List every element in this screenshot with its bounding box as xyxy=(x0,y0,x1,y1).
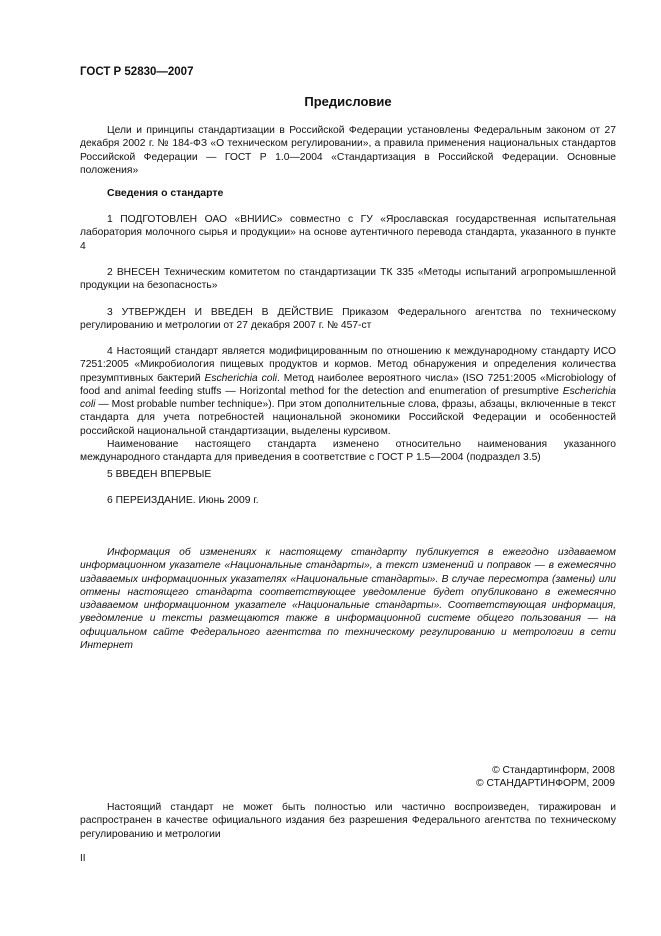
item-5 xyxy=(80,468,616,481)
item-1-text: 1 ПОДГОТОВЛЕН ОАО «ВНИИС» совместно с ГУ «Ярославская государственная испытательная лаборатория молочного сырья и продукции» на основе аутентичного перевода стандарта, указанного в пункте 4 xyxy=(80,214,616,252)
copyright-line-1: © Стандартинформ, 2008 xyxy=(492,765,615,776)
page-title: Предисловие xyxy=(304,94,392,109)
species-name-2: Escherichia coli xyxy=(80,385,616,411)
item-4-text xyxy=(80,345,616,438)
item-3 xyxy=(80,306,616,333)
item-2 xyxy=(80,266,616,293)
item-4 xyxy=(80,345,616,465)
intro-paragraph xyxy=(80,124,616,177)
copyright-block xyxy=(476,764,615,790)
species-name-1: Escherichia coli xyxy=(204,372,278,384)
item-6-text: 6 ПЕРЕИЗДАНИЕ. Июнь 2009 г. xyxy=(107,495,259,506)
notice-text: Информация об изменениях к настоящему стандарту публикуется в ежегодно издаваемом информационном указателе «Национальные стандарты», а текст изменений и поправок — в ежемесячно издаваемых информационных указателях «Национальные стандарты». В случае пересмотра (замены) или отмены настоящего стандарта соответствующее уведомление будет опубликовано в ежемесячно издаваемом информационном указателе «Национальные стандарты». Соответствующая информация, уведомление и тексты размещаются также в информационной системе общего пользования — на официальном сайте Федерального агентства по техническому регулированию и метрологии в сети Интернет xyxy=(80,547,616,652)
item-4-part2: . Метод наиболее вероятного числа» (ISO 7251:2005 «Microbiology of food and animal feeding stuffs — Horizontal method for the detection and enumeration of presumptive xyxy=(80,372,616,397)
item-2-text: 2 ВНЕСЕН Техническим комитетом по стандартизации ТК 335 «Методы испытаний агропромышленной продукции на безопасность» xyxy=(80,267,616,292)
reproduction-text: Настоящий стандарт не может быть полностью или частично воспроизведен, тиражирован и распространен в качестве официального издания без разрешения Федерального агентства по техническому регулированию и метрологии xyxy=(80,802,616,840)
notice-block xyxy=(80,546,616,652)
item-4-part3: — Most probable number technique»). При этом дополнительные слова, фразы, абзацы, включенные в текст стандарта для учета потребностей национальной экономики Российской Федерации и особенностей российской национальной стандартизации, выделены курсивом. xyxy=(80,399,616,437)
item-1 xyxy=(80,213,616,253)
item-5-text: 5 ВВЕДЕН ВПЕРВЫЕ xyxy=(107,469,212,480)
standard-id-header: ГОСТ Р 52830—2007 xyxy=(80,66,194,78)
item-4-part1: 4 Настоящий стандарт является модифицированным по отношению к международному стандарту ИСО 7251:2005 «Микробиология пищевых продуктов и кормов. Метод обнаружения и определения количества презумптивных бактерий xyxy=(80,346,616,384)
about-standard-heading: Сведения о стандарте xyxy=(107,187,224,199)
page-number: II xyxy=(80,853,86,864)
item-6 xyxy=(80,494,616,507)
copyright-line-2: © СТАНДАРТИНФОРМ, 2009 xyxy=(476,778,615,789)
item-4-title-note: Наименование настоящего стандарта изменено относительно наименования указанного международного стандарта для приведения в соответствие с ГОСТ Р 1.5—2004 (подраздел 3.5) xyxy=(80,439,616,464)
intro-text: Цели и принципы стандартизации в Российской Федерации установлены Федеральным законом от 27 декабря 2002 г. № 184-ФЗ «О техническом регулировании», а правила применения национальных стандартов Российской Федерации — ГОСТ Р 1.0—2004 «Стандартизация в Российской Федерации. Основные положения» xyxy=(80,125,616,176)
reproduction-notice xyxy=(80,801,616,841)
item-3-text: 3 УТВЕРЖДЕН И ВВЕДЕН В ДЕЙСТВИЕ Приказом Федерального агентства по техническому регулированию и метрологии от 27 декабря 2007 г. № 457-ст xyxy=(80,307,616,332)
